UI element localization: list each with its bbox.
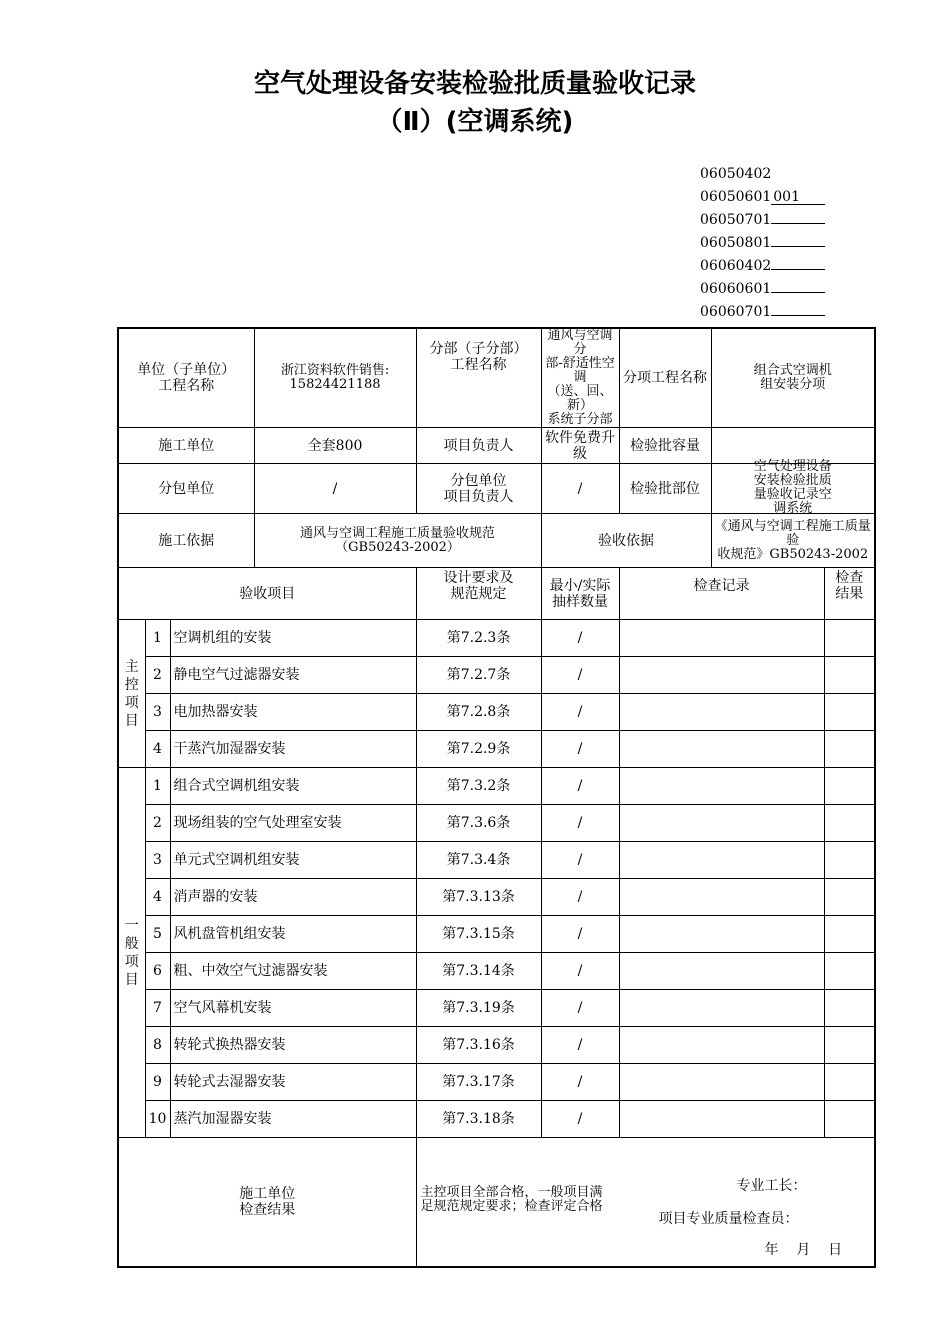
item-name: 风机盘管机组安装 <box>170 916 416 953</box>
item-result <box>824 657 875 694</box>
item-clause: 第7.3.4条 <box>416 842 541 879</box>
code-row <box>700 301 825 324</box>
item-record <box>619 842 824 879</box>
division-label: 分部（子分部） 工程名称 <box>416 328 541 428</box>
date-label: 年 月 日 <box>764 1242 843 1258</box>
footer-label: 施工单位 检查结果 <box>118 1138 416 1268</box>
batch-part-value <box>711 459 875 516</box>
item-sample: / <box>541 1027 619 1064</box>
item-result <box>824 620 875 657</box>
accept-basis-value: 《通风与空调工程施工质量验 收规范》GB50243-2002 <box>711 514 875 568</box>
table-row <box>118 657 875 694</box>
item-name: 单元式空调机组安装 <box>170 842 416 879</box>
item-number: 8 <box>145 1027 170 1064</box>
item-number: 9 <box>145 1064 170 1101</box>
code-number: 06060402 <box>700 258 772 274</box>
item-record <box>619 916 824 953</box>
table-row <box>118 953 875 990</box>
column-item: 验收项目 <box>118 568 416 620</box>
code-row <box>700 232 825 255</box>
item-number: 6 <box>145 953 170 990</box>
acceptance-form-table <box>117 327 876 1268</box>
item-record <box>619 620 824 657</box>
project-manager-value: 软件免费升级 <box>541 428 619 464</box>
item-clause: 第7.3.17条 <box>416 1064 541 1101</box>
item-sample: / <box>541 953 619 990</box>
item-name: 消声器的安装 <box>170 879 416 916</box>
item-record <box>619 879 824 916</box>
main-control-group-label: 主 控 项 目 <box>118 620 145 768</box>
item-clause: 第7.2.7条 <box>416 657 541 694</box>
item-clause: 第7.2.9条 <box>416 731 541 768</box>
code-row <box>700 278 825 301</box>
item-sample: / <box>541 731 619 768</box>
item-name: 现场组装的空气处理室安装 <box>170 805 416 842</box>
code-suffix-blank: 001 <box>771 190 825 205</box>
table-row <box>118 916 875 953</box>
item-number: 1 <box>145 620 170 657</box>
batch-capacity-label: 检验批容量 <box>619 428 711 464</box>
item-result <box>824 879 875 916</box>
item-clause: 第7.3.19条 <box>416 990 541 1027</box>
item-record <box>619 990 824 1027</box>
item-name: 蒸汽加湿器安装 <box>170 1101 416 1138</box>
item-result <box>824 1064 875 1101</box>
item-name: 转轮式去湿器安装 <box>170 1064 416 1101</box>
batch-part-text: 空气处理设备 安装检验批质 量验收记录空 调系统 <box>753 459 832 516</box>
conclusion-text: 主控项目全部合格，一般项目满 足规范规定要求；检查评定合格 <box>420 1185 603 1214</box>
table-row <box>118 768 875 805</box>
subcontractor-value: / <box>254 464 416 514</box>
accept-basis-label: 验收依据 <box>541 514 711 568</box>
code-list <box>700 163 825 324</box>
item-number: 2 <box>145 657 170 694</box>
item-number: 10 <box>145 1101 170 1138</box>
code-number: 06060601 <box>700 281 772 297</box>
item-number: 5 <box>145 916 170 953</box>
contractor-value: 全套800 <box>254 428 416 464</box>
contractor-label: 施工单位 <box>118 428 254 464</box>
code-number: 06050701 <box>700 212 772 228</box>
code-row <box>700 209 825 232</box>
basis-label: 施工依据 <box>118 514 254 568</box>
item-sample: / <box>541 1101 619 1138</box>
code-number: 06060701 <box>700 304 772 320</box>
code-row <box>700 255 825 278</box>
item-clause: 第7.3.6条 <box>416 805 541 842</box>
item-result <box>824 1101 875 1138</box>
item-record <box>619 953 824 990</box>
item-record <box>619 657 824 694</box>
code-number: 06050402 <box>700 166 772 182</box>
item-result <box>824 916 875 953</box>
table-row <box>118 1027 875 1064</box>
item-name: 空气风幕机安装 <box>170 990 416 1027</box>
item-record <box>619 1064 824 1101</box>
footer-signature-area <box>416 1138 875 1268</box>
item-sample: / <box>541 694 619 731</box>
item-number: 2 <box>145 805 170 842</box>
batch-part-label: 检验批部位 <box>619 464 711 514</box>
column-design: 设计要求及 规范规定 <box>416 568 541 620</box>
item-sample: / <box>541 805 619 842</box>
item-name: 静电空气过滤器安装 <box>170 657 416 694</box>
code-suffix-blank <box>771 209 825 224</box>
item-result <box>824 694 875 731</box>
item-number: 3 <box>145 842 170 879</box>
code-number: 06050801 <box>700 235 772 251</box>
item-result <box>824 953 875 990</box>
code-suffix-blank <box>771 301 825 316</box>
item-result <box>824 768 875 805</box>
item-number: 7 <box>145 990 170 1027</box>
item-record <box>619 805 824 842</box>
item-number: 1 <box>145 768 170 805</box>
unit-project-value: 浙江资料软件销售: 15824421188 <box>254 328 416 428</box>
subcontractor-label: 分包单位 <box>118 464 254 514</box>
item-record <box>619 1101 824 1138</box>
column-sample: 最小/实际 抽样数量 <box>541 568 619 620</box>
item-sample: / <box>541 879 619 916</box>
item-clause: 第7.3.18条 <box>416 1101 541 1138</box>
code-suffix-blank <box>771 255 825 270</box>
item-record <box>619 731 824 768</box>
item-sample: / <box>541 768 619 805</box>
sub-manager-label: 分包单位 项目负责人 <box>416 464 541 514</box>
table-row <box>118 879 875 916</box>
foreman-label: 专业工长： <box>736 1178 807 1194</box>
column-result: 检查 结果 <box>824 568 875 620</box>
inspector-label: 项目专业质量检查员： <box>658 1211 799 1227</box>
item-number: 3 <box>145 694 170 731</box>
table-row <box>118 842 875 879</box>
item-clause: 第7.2.3条 <box>416 620 541 657</box>
item-sample: / <box>541 620 619 657</box>
general-group-label: 一 般 项 目 <box>118 768 145 1138</box>
unit-project-label: 单位（子单位） 工程名称 <box>118 328 254 428</box>
item-result <box>824 990 875 1027</box>
item-sample: / <box>541 990 619 1027</box>
item-clause: 第7.2.8条 <box>416 694 541 731</box>
item-record <box>619 694 824 731</box>
form-title-line2: （Ⅱ）(空调系统) <box>376 107 574 137</box>
table-row <box>118 990 875 1027</box>
item-name: 组合式空调机组安装 <box>170 768 416 805</box>
basis-value: 通风与空调工程施工质量验收规范 （GB50243-2002） <box>254 514 541 568</box>
item-name: 电加热器安装 <box>170 694 416 731</box>
item-clause: 第7.3.16条 <box>416 1027 541 1064</box>
item-result <box>824 1027 875 1064</box>
item-name: 干蒸汽加湿器安装 <box>170 731 416 768</box>
item-name: 粗、中效空气过滤器安装 <box>170 953 416 990</box>
item-sample: / <box>541 657 619 694</box>
project-manager-label: 项目负责人 <box>416 428 541 464</box>
code-row <box>700 186 825 209</box>
table-row <box>118 805 875 842</box>
code-suffix-blank <box>771 232 825 247</box>
sub-item-label: 分项工程名称 <box>619 328 711 428</box>
item-number: 4 <box>145 731 170 768</box>
table-row <box>118 1101 875 1138</box>
item-clause: 第7.3.2条 <box>416 768 541 805</box>
table-row <box>118 1064 875 1101</box>
item-name: 空调机组的安装 <box>170 620 416 657</box>
form-title-line1: 空气处理设备安装检验批质量验收记录 <box>253 69 696 99</box>
item-record <box>619 768 824 805</box>
code-number: 06050601 <box>700 189 772 205</box>
item-sample: / <box>541 916 619 953</box>
item-clause: 第7.3.14条 <box>416 953 541 990</box>
item-clause: 第7.3.13条 <box>416 879 541 916</box>
division-value: 通风与空调分 部-舒适性空调 （送、回、新） 系统子分部 <box>541 328 619 428</box>
sub-manager-value: / <box>541 464 619 514</box>
code-row <box>700 163 825 186</box>
item-result <box>824 805 875 842</box>
column-record: 检查记录 <box>619 568 824 620</box>
item-sample: / <box>541 842 619 879</box>
table-row <box>118 731 875 768</box>
code-suffix-blank <box>771 278 825 293</box>
item-name: 转轮式换热器安装 <box>170 1027 416 1064</box>
item-clause: 第7.3.15条 <box>416 916 541 953</box>
item-sample: / <box>541 1064 619 1101</box>
table-row <box>118 694 875 731</box>
item-result <box>824 842 875 879</box>
item-result <box>824 731 875 768</box>
item-record <box>619 1027 824 1064</box>
item-number: 4 <box>145 879 170 916</box>
table-row <box>118 620 875 657</box>
sub-item-value: 组合式空调机 组安装分项 <box>711 328 875 428</box>
